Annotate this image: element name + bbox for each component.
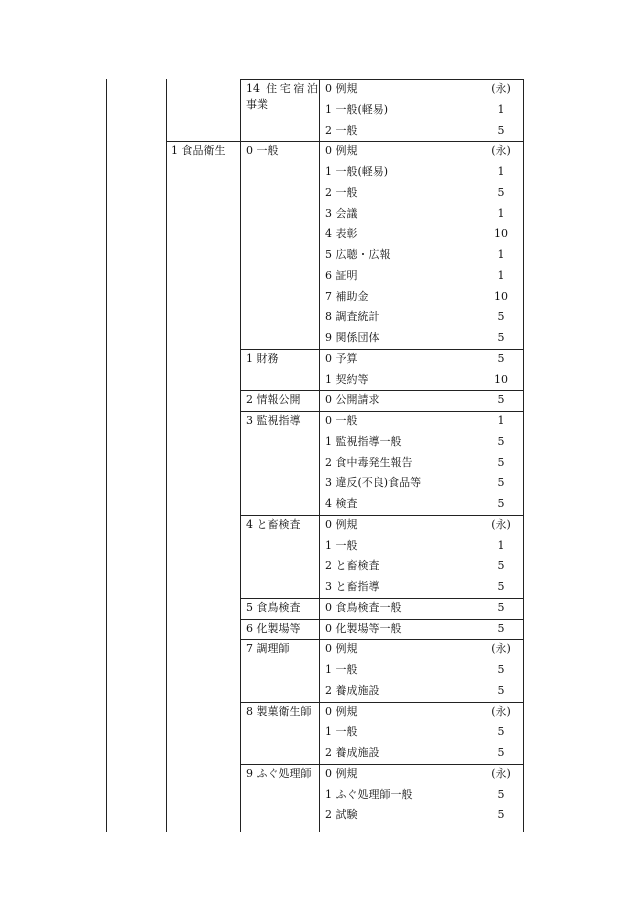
column-rule [106, 79, 107, 832]
detail-category-cell: 1 監視指導一般 [325, 434, 402, 448]
small-category-cell: 2 情報公開 [246, 393, 301, 407]
detail-category-cell: 2 食中毒発生報告 [325, 455, 413, 469]
detail-category-cell: 1 一般 [325, 663, 358, 676]
small-category-cell: 6 化製場等 [246, 621, 301, 635]
detail-category-cell: 0 公開請求 [325, 393, 380, 407]
small-category-cell: 14 住宅宿泊事業 [246, 82, 318, 111]
retention-years-cell: 5 [497, 476, 505, 490]
retention-years-cell: 5 [497, 497, 505, 510]
retention-years-cell: 10 [494, 372, 508, 386]
detail-category-cell: 9 関係団体 [325, 331, 380, 344]
detail-category-cell: 2 と畜検査 [325, 559, 380, 573]
row-rule [240, 349, 524, 350]
detail-category-cell: 2 養成施設 [325, 683, 380, 697]
row-rule [240, 764, 524, 765]
retention-years-cell: (永) [491, 517, 511, 531]
detail-category-cell: 1 ふぐ処理師一般 [325, 787, 413, 801]
small-category-cell: 5 食鳥検査 [246, 600, 301, 614]
retention-years-cell: 5 [497, 393, 505, 407]
row-rule [240, 79, 524, 80]
column-rule [240, 79, 241, 832]
detail-category-cell: 2 養成施設 [325, 746, 380, 759]
retention-years-cell: 1 [497, 165, 505, 178]
middle-category-cell: 1 食品衛生 [171, 144, 226, 158]
detail-category-cell: 3 違反(不良)食品等 [325, 476, 422, 490]
detail-category-cell: 1 契約等 [325, 372, 369, 386]
retention-years-cell: 5 [497, 434, 505, 448]
retention-years-cell: 1 [497, 102, 505, 116]
detail-category-cell: 2 一般 [325, 123, 358, 137]
retention-years-cell: 5 [497, 725, 505, 739]
detail-category-cell: 8 調査統計 [325, 310, 380, 324]
detail-category-cell: 2 一般 [325, 185, 358, 199]
retention-years-cell: 5 [497, 185, 505, 199]
row-rule [240, 702, 524, 703]
retention-years-cell: 1 [497, 268, 505, 282]
retention-years-cell: (永) [491, 766, 511, 780]
column-rule [166, 79, 167, 832]
small-category-cell: 4 と畜検査 [246, 517, 301, 531]
retention-years-cell: 5 [497, 808, 505, 822]
detail-category-cell: 0 例規 [325, 642, 358, 656]
retention-years-cell: 5 [497, 746, 505, 759]
retention-years-cell: 5 [497, 663, 505, 676]
column-rule [319, 79, 320, 832]
detail-category-cell: 0 一般 [325, 414, 358, 427]
detail-category-cell: 6 証明 [325, 268, 358, 282]
detail-category-cell: 1 一般 [325, 538, 358, 552]
retention-years-cell: 5 [497, 600, 505, 614]
detail-category-cell: 0 例規 [325, 144, 358, 158]
small-category-cell: 7 調理師 [246, 642, 290, 656]
retention-years-cell: 1 [497, 206, 505, 220]
small-category-cell: 0 一般 [246, 144, 279, 158]
detail-category-cell: 0 例規 [325, 82, 358, 95]
retention-years-cell: 1 [497, 248, 505, 261]
retention-years-cell: 10 [494, 289, 508, 303]
detail-category-cell: 2 試験 [325, 808, 358, 822]
detail-category-cell: 7 補助金 [325, 289, 369, 303]
small-category-cell: 1 財務 [246, 351, 279, 365]
retention-years-cell: 10 [494, 227, 508, 241]
retention-years-cell: 5 [497, 310, 505, 324]
retention-years-cell: (永) [491, 82, 511, 95]
detail-category-cell: 0 例規 [325, 704, 358, 718]
retention-years-cell: 5 [497, 351, 505, 365]
retention-years-cell: 5 [497, 559, 505, 573]
detail-category-cell: 0 食鳥検査一般 [325, 600, 402, 614]
retention-years-cell: 5 [497, 123, 505, 137]
detail-category-cell: 1 一般(軽易) [325, 102, 389, 116]
retention-years-cell: 5 [497, 621, 505, 635]
small-category-cell: 9 ふぐ処理師 [246, 766, 312, 780]
retention-years-cell: 5 [497, 331, 505, 344]
detail-category-cell: 0 例規 [325, 766, 358, 780]
detail-category-cell: 4 検査 [325, 497, 358, 510]
detail-category-cell: 3 会議 [325, 206, 358, 220]
retention-years-cell: 5 [497, 787, 505, 801]
detail-category-cell: 4 表彰 [325, 227, 358, 241]
retention-years-cell: (永) [491, 704, 511, 718]
small-category-cell: 8 製菓衛生師 [246, 704, 312, 718]
retention-years-cell: 5 [497, 683, 505, 697]
retention-years-cell: 5 [497, 455, 505, 469]
retention-years-cell: (永) [491, 642, 511, 656]
column-rule [523, 79, 524, 832]
detail-category-cell: 0 予算 [325, 351, 358, 365]
detail-category-cell: 0 化製場等一般 [325, 621, 402, 635]
detail-category-cell: 1 一般 [325, 725, 358, 739]
detail-category-cell: 5 広聴・広報 [325, 248, 391, 261]
retention-years-cell: 5 [497, 580, 505, 593]
retention-years-cell: (永) [491, 144, 511, 158]
detail-category-cell: 0 例規 [325, 517, 358, 531]
retention-years-cell: 1 [497, 414, 505, 427]
small-category-cell: 3 監視指導 [246, 414, 301, 427]
retention-years-cell: 1 [497, 538, 505, 552]
detail-category-cell: 1 一般(軽易) [325, 165, 389, 178]
detail-category-cell: 3 と畜指導 [325, 580, 380, 593]
